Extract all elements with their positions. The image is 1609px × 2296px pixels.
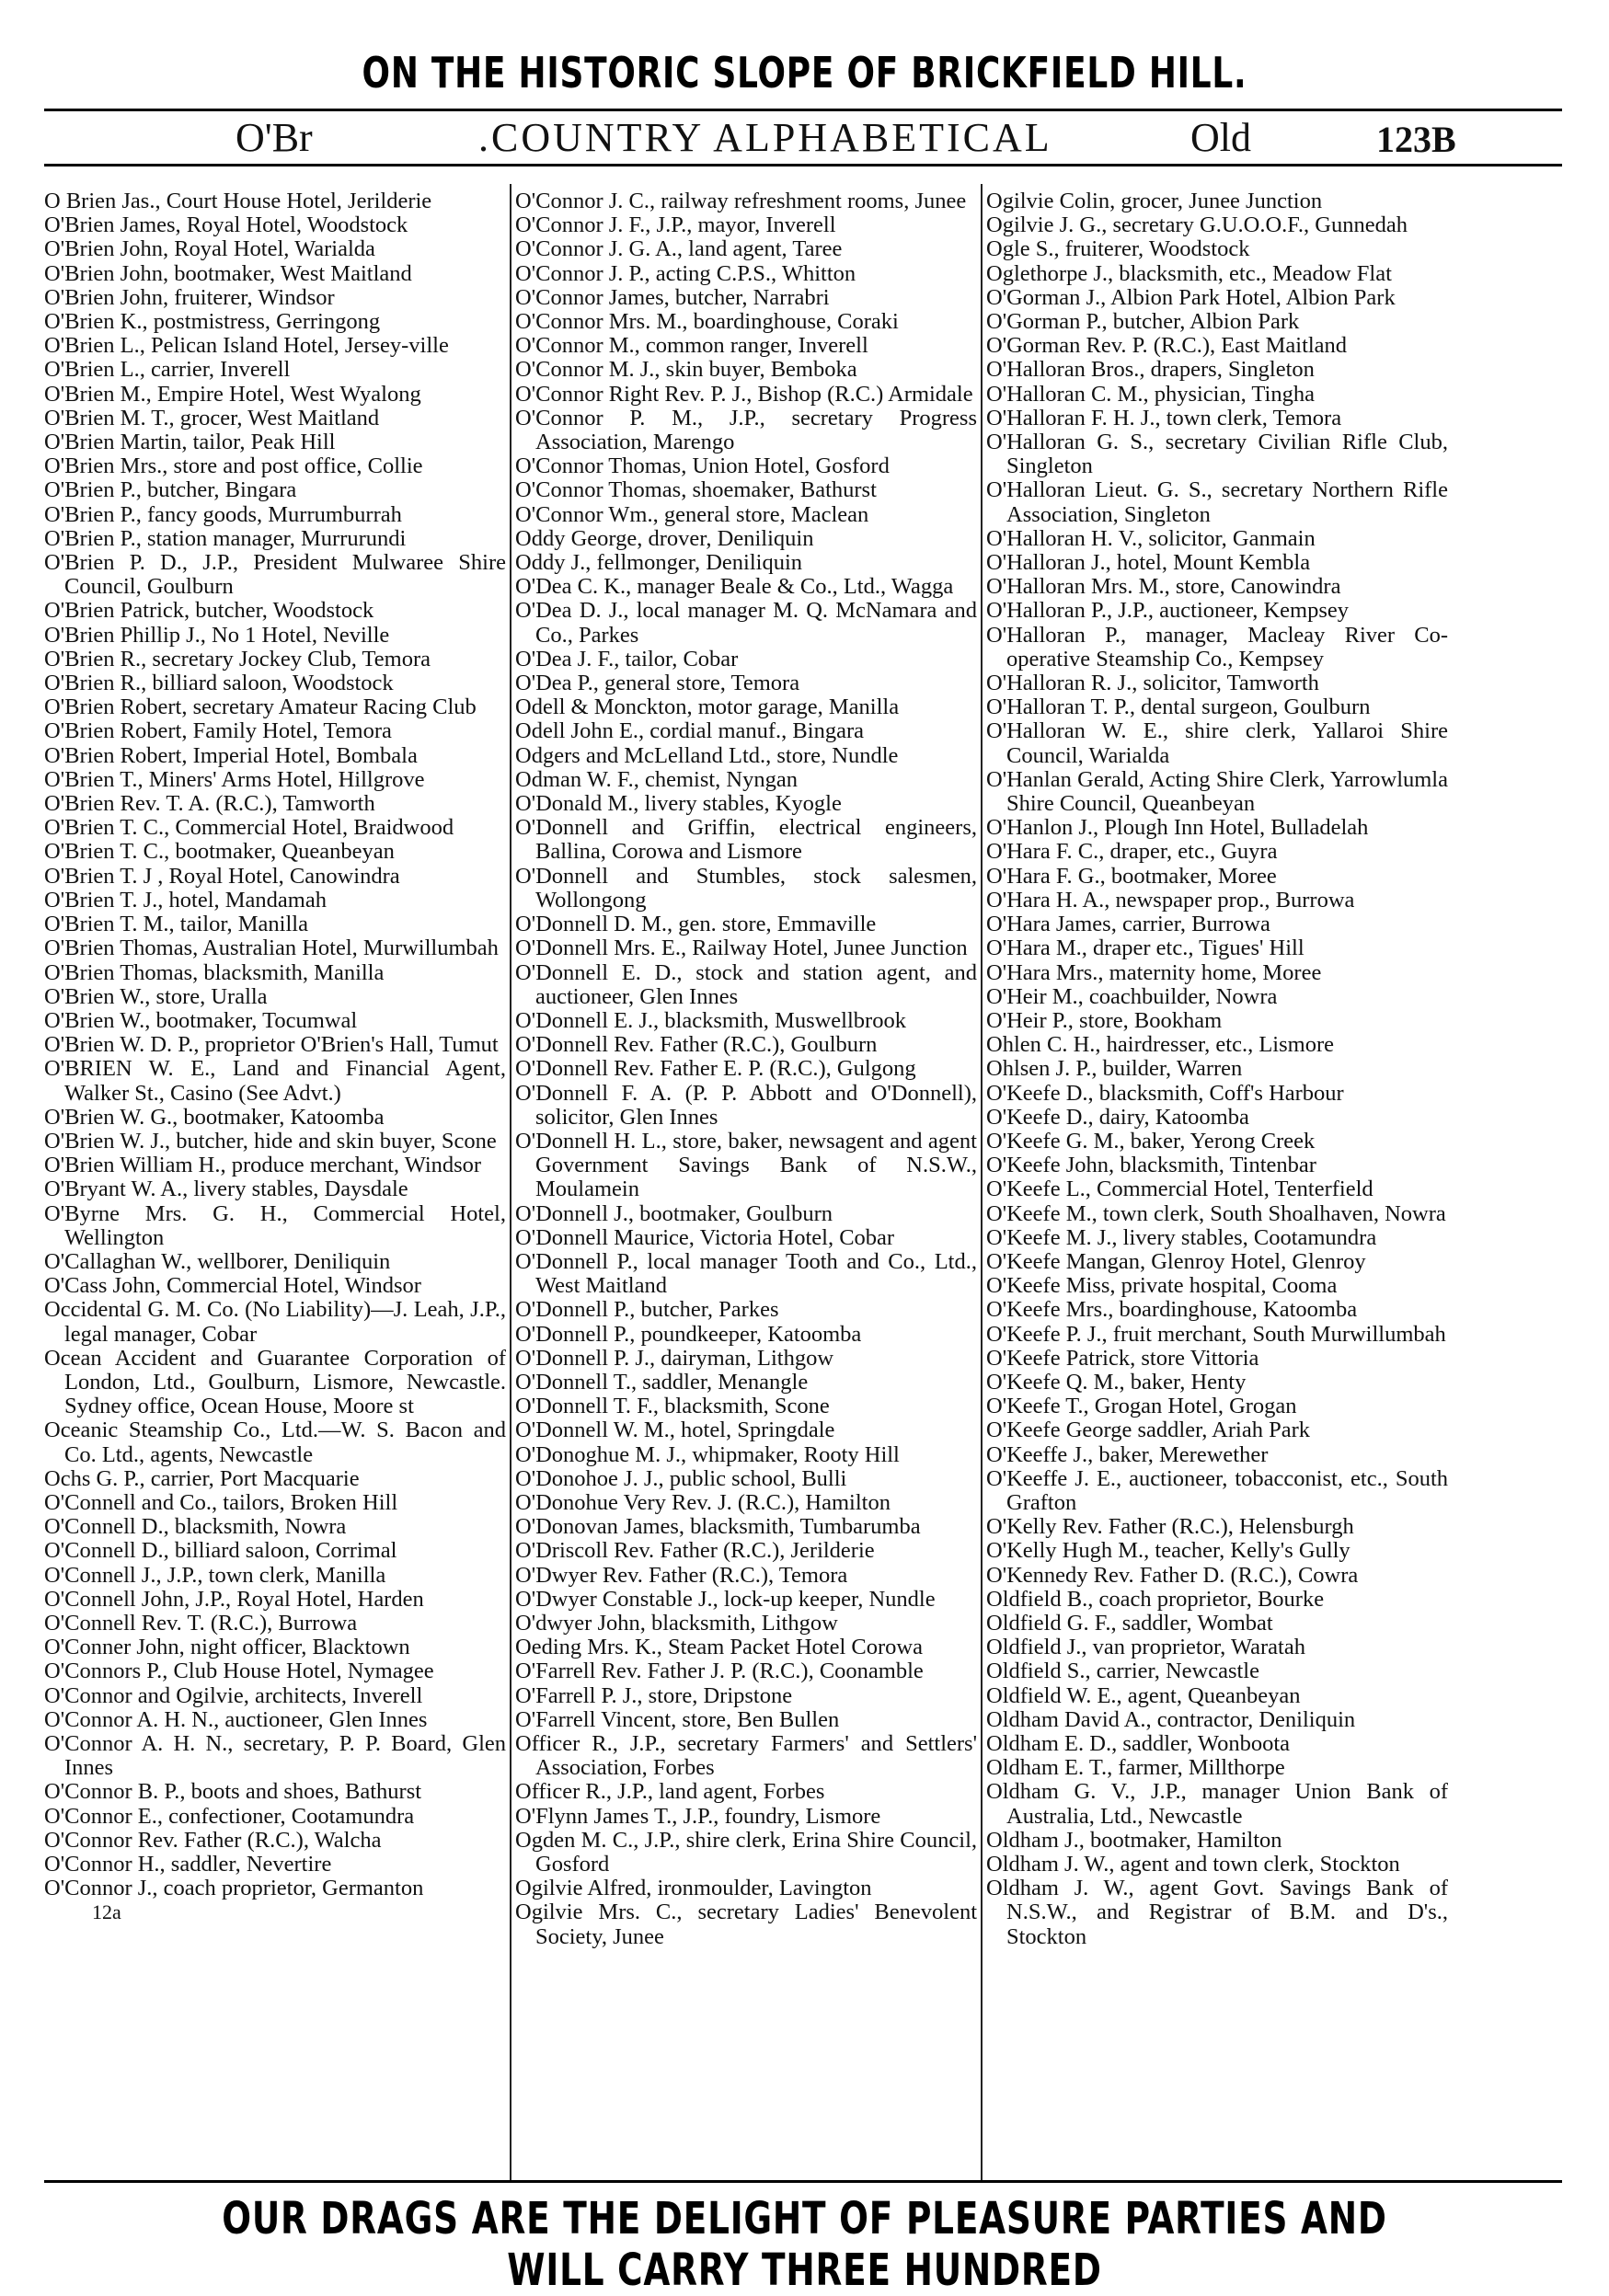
directory-entry: O'Connor Rev. Father (R.C.), Walcha	[44, 1827, 382, 1853]
directory-entry: O'Donoghue M. J., whipmaker, Rooty Hill	[515, 1441, 900, 1467]
directory-entry: O'Brien W., store, Uralla	[44, 983, 268, 1009]
directory-entry: O'Cass John, Commercial Hotel, Windsor	[44, 1273, 421, 1299]
directory-entry: O'Keefe P. J., fruit merchant, South Murwillumbah	[986, 1321, 1446, 1347]
directory-entry: O'Halloran Lieut. G. S., secretary Northern Rifle Association, Singleton	[986, 477, 1448, 527]
page-number: 123B	[1376, 119, 1456, 160]
directory-entry: O'Brien W. D. P., proprietor O'Brien's Hall, Tumut	[44, 1032, 499, 1058]
directory-entry: Oldham E. T., farmer, Millthorpe	[986, 1755, 1285, 1781]
directory-entry: Oeding Mrs. K., Steam Packet Hotel Corowa	[515, 1635, 923, 1660]
header-left-guide: O'Br	[236, 115, 313, 160]
directory-entry: O'Connor A. H. N., secretary, P. P. Board, Glen Innes	[44, 1731, 506, 1781]
directory-entry: O'Donald M., livery stables, Kyogle	[515, 791, 842, 817]
directory-entry: Oldfield J., van proprietor, Waratah	[986, 1635, 1305, 1660]
directory-entry: O'Conner John, night officer, Blacktown	[44, 1635, 410, 1660]
directory-entry: Ohlen C. H., hairdresser, etc., Lismore	[986, 1032, 1334, 1058]
directory-entry: O'Brien T. M., tailor, Manilla	[44, 912, 308, 937]
directory-entry: O'Hara F. C., draper, etc., Guyra	[986, 839, 1278, 865]
directory-entry: O'Halloran T. P., dental surgeon, Goulburn	[986, 695, 1371, 720]
directory-entry: O'Dea P., general store, Temora	[515, 671, 800, 696]
directory-entry: O'Halloran W. E., shire clerk, Yallaroi Shire Council, Warialda	[986, 718, 1448, 768]
directory-entry: O'Connors P., Club House Hotel, Nymagee	[44, 1659, 434, 1684]
directory-entry: O'Brien M., Empire Hotel, West Wyalong	[44, 381, 421, 407]
directory-entry: O'Hara M., draper etc., Tigues' Hill	[986, 936, 1304, 961]
directory-entry: Ocean Accident and Guarantee Corporation of London, Ltd., Goulburn, Lismore, Newcastle. Sydney office, Ocean House, Moore st	[44, 1345, 506, 1419]
directory-entry: O'Keefe M. J., livery stables, Cootamundra	[986, 1224, 1377, 1250]
directory-entry: O'Byrne Mrs. G. H., Commercial Hotel, Wellington	[44, 1200, 506, 1250]
directory-entry: O'Heir M., coachbuilder, Nowra	[986, 983, 1278, 1009]
directory-entry: O'Donohoe J. J., public school, Bulli	[515, 1465, 847, 1491]
directory-entry: O'Halloran F. H. J., town clerk, Temora	[986, 405, 1342, 430]
directory-entry: O'Connor H., saddler, Nevertire	[44, 1852, 332, 1877]
directory-entry: O'Keefe John, blacksmith, Tintenbar	[986, 1153, 1316, 1178]
directory-entry: O'Connor J. C., railway refreshment rooms, Junee	[515, 189, 967, 213]
directory-entry: O'Donnell P., butcher, Parkes	[515, 1297, 779, 1323]
directory-entry: O'Connor Thomas, shoemaker, Bathurst	[515, 477, 877, 503]
directory-entry: O'Connor M., common ranger, Inverell	[515, 333, 868, 359]
directory-entry: O'Connor J., coach proprietor, Germanton	[44, 1876, 424, 1901]
directory-entry: O'Dea C. K., manager Beale & Co., Ltd., Wagga	[515, 574, 954, 600]
directory-entry: Odgers and McLelland Ltd., store, Nundle	[515, 742, 899, 768]
directory-entry: Oldham J. W., agent Govt. Savings Bank of N.S.W., and Registrar of B.M. and D's., Stockton	[986, 1876, 1448, 1949]
directory-entry: O'Donnell H. L., store, baker, newsagent and agent Government Savings Bank of N.S.W., Moulamein	[515, 1128, 977, 1202]
directory-entry: O'Dwyer Rev. Father (R.C.), Temora	[515, 1562, 848, 1588]
directory-entry: O'Brien John, fruiterer, Windsor	[44, 284, 335, 310]
directory-entry: O'Keefe Mrs., boardinghouse, Katoomba	[986, 1297, 1358, 1323]
directory-entry: O'Donnell T. F., blacksmith, Scone	[515, 1394, 830, 1419]
directory-entry: O'Brien W., bootmaker, Tocumwal	[44, 1007, 358, 1033]
directory-entry: O'Connell John, J.P., Royal Hotel, Harden	[44, 1586, 424, 1612]
directory-entry: O Brien Jas., Court House Hotel, Jerilderie	[44, 189, 432, 213]
directory-entry: O'Brien Thomas, blacksmith, Manilla	[44, 959, 385, 985]
directory-entry: Ohlsen J. P., builder, Warren	[986, 1056, 1243, 1082]
directory-entry: Ochs G. P., carrier, Port Macquarie	[44, 1465, 360, 1491]
directory-entry: O'Connor Right Rev. P. J., Bishop (R.C.) Armidale	[515, 381, 973, 407]
bottom-banner: OUR DRAGS ARE THE DELIGHT OF PLEASURE PARTIES AND WILL CARRY THREE HUNDRED	[222, 2193, 1387, 2296]
directory-entry: O'Brien K., postmistress, Gerringong	[44, 309, 381, 335]
directory-entry: O'Hara H. A., newspaper prop., Burrowa	[986, 887, 1355, 913]
directory-entry: O'Brien T. J , Royal Hotel, Canowindra	[44, 863, 400, 889]
directory-entry: Odell John E., cordial manuf., Bingara	[515, 718, 864, 744]
directory-entry: O'Halloran Mrs. M., store, Canowindra	[986, 574, 1341, 600]
directory-entry: O'Brien P., butcher, Bingara	[44, 477, 297, 503]
directory-entry: O'Brien Thomas, Australian Hotel, Murwillumbah	[44, 936, 499, 961]
directory-entry: O'Gorman J., Albion Park Hotel, Albion Park	[986, 284, 1396, 310]
directory-entry: Ogilvie Mrs. C., secretary Ladies' Benevolent Society, Junee	[515, 1900, 977, 1949]
footer-rule	[44, 2180, 1562, 2183]
directory-entry: O'Brien Mrs., store and post office, Collie	[44, 453, 423, 479]
directory-entry: O'Brien Rev. T. A. (R.C.), Tamworth	[44, 791, 375, 817]
directory-entry: O'Brien T. C., bootmaker, Queanbeyan	[44, 839, 395, 865]
directory-entry: O'Halloran R. J., solicitor, Tamworth	[986, 671, 1319, 696]
header-right-guide: Old	[1190, 115, 1251, 160]
directory-entry: O'Connor M. J., skin buyer, Bemboka	[515, 357, 857, 383]
directory-entry: O'Bryant W. A., livery stables, Daysdale	[44, 1177, 408, 1202]
directory-entry: O'Brien T., Miners' Arms Hotel, Hillgrove	[44, 766, 425, 792]
directory-entry: O'Connell and Co., tailors, Broken Hill	[44, 1489, 398, 1515]
column-divider	[981, 184, 983, 2180]
directory-entry: Oldham G. V., J.P., manager Union Bank of Australia, Ltd., Newcastle	[986, 1779, 1448, 1829]
directory-entry: O'Brien L., Pelican Island Hotel, Jersey-ville	[44, 333, 449, 359]
directory-entry: O'Kennedy Rev. Father D. (R.C.), Cowra	[986, 1562, 1359, 1588]
directory-entry: O'Halloran P., manager, Macleay River Co-operative Steamship Co., Kempsey	[986, 622, 1448, 672]
directory-entry: O'Farrell Rev. Father J. P. (R.C.), Coonamble	[515, 1659, 924, 1684]
directory-entry: O'Keefe T., Grogan Hotel, Grogan	[986, 1394, 1297, 1419]
directory-entry: O'Connor and Ogilvie, architects, Inverell	[44, 1682, 423, 1708]
directory-entry: O'Hara F. G., bootmaker, Moree	[986, 863, 1277, 889]
directory-column-3	[986, 189, 1448, 2176]
directory-entry: O'Donnell J., bootmaker, Goulburn	[515, 1200, 833, 1226]
directory-entry: O'Halloran P., J.P., auctioneer, Kempsey	[986, 598, 1349, 624]
directory-entry: O'Brien James, Royal Hotel, Woodstock	[44, 212, 408, 238]
directory-entry: O'Brien Robert, Family Hotel, Temora	[44, 718, 392, 744]
directory-entry: O'Connell Rev. T. (R.C.), Burrowa	[44, 1610, 358, 1636]
directory-entry: O'Connell J., J.P., town clerk, Manilla	[44, 1562, 386, 1588]
directory-entry: O'Gorman Rev. P. (R.C.), East Maitland	[986, 333, 1348, 359]
directory-entry: O'Farrell Vincent, store, Ben Bullen	[515, 1706, 840, 1732]
directory-entry: O'Donnell Maurice, Victoria Hotel, Cobar	[515, 1224, 895, 1250]
top-banner: ON THE HISTORIC SLOPE OF BRICKFIELD HILL.	[362, 48, 1247, 98]
directory-entry: O'Hara Mrs., maternity home, Moree	[986, 959, 1322, 985]
directory-entry: O'Brien L., carrier, Inverell	[44, 357, 291, 383]
directory-entry: O'Connor J. G. A., land agent, Taree	[515, 236, 843, 262]
directory-entry: O'Donnell D. M., gen. store, Emmaville	[515, 912, 877, 937]
directory-entry: O'Brien R., billiard saloon, Woodstock	[44, 671, 394, 696]
directory-entry: O'Halloran H. V., solicitor, Ganmain	[986, 525, 1316, 551]
directory-entry: O'Brien P., fancy goods, Murrumburrah	[44, 501, 402, 527]
directory-entry: O'Hanlon J., Plough Inn Hotel, Bulladelah	[986, 815, 1369, 841]
header-section-title: .COUNTRY ALPHABETICAL	[478, 115, 1052, 160]
directory-entry: Oldham J., bootmaker, Hamilton	[986, 1827, 1282, 1853]
directory-entry: O'Halloran J., hotel, Mount Kembla	[986, 550, 1311, 576]
directory-entry: O'Donnell Rev. Father (R.C.), Goulburn	[515, 1032, 878, 1058]
directory-entry: O'Brien W. G., bootmaker, Katoomba	[44, 1104, 385, 1130]
directory-column-2	[515, 189, 977, 2176]
directory-entry: Oldham David A., contractor, Deniliquin	[986, 1706, 1356, 1732]
directory-entry: O'Brien Robert, secretary Amateur Racing Club	[44, 695, 477, 720]
directory-entry: O'Dwyer Constable J., lock-up keeper, Nundle	[515, 1586, 936, 1612]
directory-entry: Oldham E. D., saddler, Wonboota	[986, 1731, 1291, 1756]
directory-entry: O'Donnell and Griffin, electrical engineers, Ballina, Corowa and Lismore	[515, 815, 977, 865]
column-divider	[510, 184, 511, 2180]
directory-entry: O'Donnell T., saddler, Menangle	[515, 1369, 809, 1395]
directory-entry: O'Brien Phillip J., No 1 Hotel, Neville	[44, 622, 390, 648]
directory-entry: O'Kelly Hugh M., teacher, Kelly's Gully	[986, 1538, 1350, 1564]
directory-entry: Oceanic Steamship Co., Ltd.—W. S. Bacon and Co. Ltd., agents, Newcastle	[44, 1418, 506, 1467]
directory-entry: O'Connor J. P., acting C.P.S., Whitton	[515, 260, 856, 286]
directory-entry: Ogden M. C., J.P., shire clerk, Erina Shire Council, Gosford	[515, 1827, 977, 1877]
directory-entry: O'Connor B. P., boots and shoes, Bathurst	[44, 1779, 422, 1805]
directory-entry: Oldfield B., coach proprietor, Bourke	[986, 1586, 1325, 1612]
directory-entry: Oldfield G. F., saddler, Wombat	[986, 1610, 1273, 1636]
directory-entry: O'dwyer John, blacksmith, Lithgow	[515, 1610, 838, 1636]
directory-entry: O'Connor A. H. N., auctioneer, Glen Innes	[44, 1706, 428, 1732]
directory-entry: O'Connor P. M., J.P., secretary Progress Association, Marengo	[515, 405, 977, 455]
directory-entry: O'Donnell and Stumbles, stock salesmen, Wollongong	[515, 863, 977, 913]
directory-entry: O'Donnell P. J., dairyman, Lithgow	[515, 1345, 834, 1371]
directory-entry: O'Kelly Rev. Father (R.C.), Helensburgh	[986, 1514, 1354, 1540]
directory-entry: O'Keefe M., town clerk, South Shoalhaven, Nowra	[986, 1200, 1446, 1226]
directory-entry: O'Keefe D., dairy, Katoomba	[986, 1104, 1249, 1130]
directory-entry: O'Farrell P. J., store, Dripstone	[515, 1682, 793, 1708]
directory-entry: Ogilvie J. G., secretary G.U.O.O.F., Gunnedah	[986, 212, 1408, 238]
directory-entry: O'Connor J. F., J.P., mayor, Inverell	[515, 212, 836, 238]
directory-entry: O'Brien W. J., butcher, hide and skin buyer, Scone	[44, 1128, 497, 1154]
directory-entry: O'Donohue Very Rev. J. (R.C.), Hamilton	[515, 1489, 891, 1515]
directory-entry: Ogilvie Alfred, ironmoulder, Lavington	[515, 1876, 872, 1901]
directory-entry: O'Donnell E. J., blacksmith, Muswellbrook	[515, 1007, 906, 1033]
directory-entry: O'Keeffe J., baker, Merewether	[986, 1441, 1269, 1467]
directory-entry: Oglethorpe J., blacksmith, etc., Meadow Flat	[986, 260, 1392, 286]
directory-entry: O'Keefe D., blacksmith, Coff's Harbour	[986, 1080, 1344, 1106]
directory-entry: O'Brien P., station manager, Murrurundi	[44, 525, 407, 551]
directory-entry: O'Brien Robert, Imperial Hotel, Bombala	[44, 742, 418, 768]
directory-entry: O'Brien R., secretary Jockey Club, Temora	[44, 646, 431, 672]
directory-entry: O'Connor Mrs. M., boardinghouse, Coraki	[515, 309, 899, 335]
directory-entry: O'Donovan James, blacksmith, Tumbarumba	[515, 1514, 921, 1540]
directory-entry: O'Donnell P., poundkeeper, Katoomba	[515, 1321, 862, 1347]
directory-entry: O'Flynn James T., J.P., foundry, Lismore	[515, 1803, 881, 1829]
directory-entry: O'Connell D., blacksmith, Nowra	[44, 1514, 347, 1540]
directory-entry: O'Halloran C. M., physician, Tingha	[986, 381, 1315, 407]
directory-entry: Oddy J., fellmonger, Deniliquin	[515, 550, 803, 576]
directory-entry: O'Keefe L., Commercial Hotel, Tenterfield	[986, 1177, 1373, 1202]
directory-entry: O'Gorman P., butcher, Albion Park	[986, 309, 1300, 335]
directory-entry: O'Brien John, bootmaker, West Maitland	[44, 260, 412, 286]
directory-entry: O'Keeffe J. E., auctioneer, tobacconist, etc., South Grafton	[986, 1465, 1448, 1515]
directory-entry: O'Connor Wm., general store, Maclean	[515, 501, 869, 527]
directory-entry: O'Brien T. C., Commercial Hotel, Braidwood	[44, 815, 454, 841]
directory-entry: Oddy George, drover, Deniliquin	[515, 525, 814, 551]
directory-entry: O'Driscoll Rev. Father (R.C.), Jerilderie	[515, 1538, 875, 1564]
running-header	[44, 114, 1562, 164]
directory-entry: O'Connell D., billiard saloon, Corrimal	[44, 1538, 397, 1564]
directory-entry: O'Dea J. F., tailor, Cobar	[515, 646, 739, 672]
directory-entry: O'Keefe Mangan, Glenroy Hotel, Glenroy	[986, 1248, 1366, 1274]
directory-entry: O'Brien Patrick, butcher, Woodstock	[44, 598, 374, 624]
directory-entry: O'Brien John, Royal Hotel, Warialda	[44, 236, 375, 262]
directory-entry: Odell & Monckton, motor garage, Manilla	[515, 695, 900, 720]
directory-entry: O'Brien T. J., hotel, Mandamah	[44, 887, 327, 913]
directory-entry: Oldham J. W., agent and town clerk, Stockton	[986, 1852, 1400, 1877]
directory-entry: O'Halloran Bros., drapers, Singleton	[986, 357, 1315, 383]
directory-entry: O'Keefe G. M., baker, Yerong Creek	[986, 1128, 1316, 1154]
directory-entry: O'Dea D. J., local manager M. Q. McNamara and Co., Parkes	[515, 598, 977, 648]
directory-entry: O'Keefe Patrick, store Vittoria	[986, 1345, 1259, 1371]
directory-entry: O'Hara James, carrier, Burrowa	[986, 912, 1270, 937]
directory-entry: Officer R., J.P., land agent, Forbes	[515, 1779, 825, 1805]
directory-entry: O'Brien William H., produce merchant, Windsor	[44, 1153, 482, 1178]
directory-entry: O'Connor Thomas, Union Hotel, Gosford	[515, 453, 890, 479]
directory-entry: O'BRIEN W. E., Land and Financial Agent, Walker St., Casino (See Advt.)	[44, 1056, 506, 1106]
directory-entry: O'Donnell E. D., stock and station agent, and auctioneer, Glen Innes	[515, 959, 977, 1009]
directory-entry: O'Heir P., store, Bookham	[986, 1007, 1223, 1033]
directory-entry: O'Keefe Miss, private hospital, Cooma	[986, 1273, 1338, 1299]
directory-entry: Oldfield S., carrier, Newcastle	[986, 1659, 1259, 1684]
directory-entry: O'Keefe George saddler, Ariah Park	[986, 1418, 1310, 1443]
directory-entry: O'Callaghan W., wellborer, Deniliquin	[44, 1248, 391, 1274]
directory-entry: O'Donnell W. M., hotel, Springdale	[515, 1418, 835, 1443]
directory-entry: O'Brien M. T., grocer, West Maitland	[44, 405, 380, 430]
header-rule-top	[44, 109, 1562, 111]
directory-entry: Ogilvie Colin, grocer, Junee Junction	[986, 189, 1323, 213]
directory-entry: Odman W. F., chemist, Nyngan	[515, 766, 798, 792]
directory-entry: O'Keefe Q. M., baker, Henty	[986, 1369, 1247, 1395]
directory-entry: O'Donnell P., local manager Tooth and Co., Ltd., West Maitland	[515, 1248, 977, 1299]
directory-entry: O'Donnell Mrs. E., Railway Hotel, Junee Junction	[515, 936, 968, 961]
directory-entry: Oldfield W. E., agent, Queanbeyan	[986, 1682, 1301, 1708]
directory-entry: O'Hanlan Gerald, Acting Shire Clerk, Yarrowlumla Shire Council, Queanbeyan	[986, 766, 1448, 817]
signature-mark: 12a	[92, 1900, 121, 1924]
directory-entry: O'Brien Martin, tailor, Peak Hill	[44, 430, 336, 455]
header-rule-bottom	[44, 164, 1562, 166]
directory-entry: O'Halloran G. S., secretary Civilian Rifle Club, Singleton	[986, 430, 1448, 479]
directory-entry: O'Connor E., confectioner, Cootamundra	[44, 1803, 415, 1829]
directory-entry: O'Donnell F. A. (P. P. Abbott and O'Donnell), solicitor, Glen Innes	[515, 1080, 977, 1130]
directory-entry: Occidental G. M. Co. (No Liability)—J. Leah, J.P., legal manager, Cobar	[44, 1297, 506, 1347]
directory-column-1	[44, 189, 506, 2176]
directory-entry: O'Donnell Rev. Father E. P. (R.C.), Gulgong	[515, 1056, 916, 1082]
directory-entry: Ogle S., fruiterer, Woodstock	[986, 236, 1250, 262]
directory-entry: Officer R., J.P., secretary Farmers' and Settlers' Association, Forbes	[515, 1731, 977, 1781]
directory-entry: O'Connor James, butcher, Narrabri	[515, 284, 830, 310]
directory-entry: O'Brien P. D., J.P., President Mulwaree Shire Council, Goulburn	[44, 550, 506, 600]
